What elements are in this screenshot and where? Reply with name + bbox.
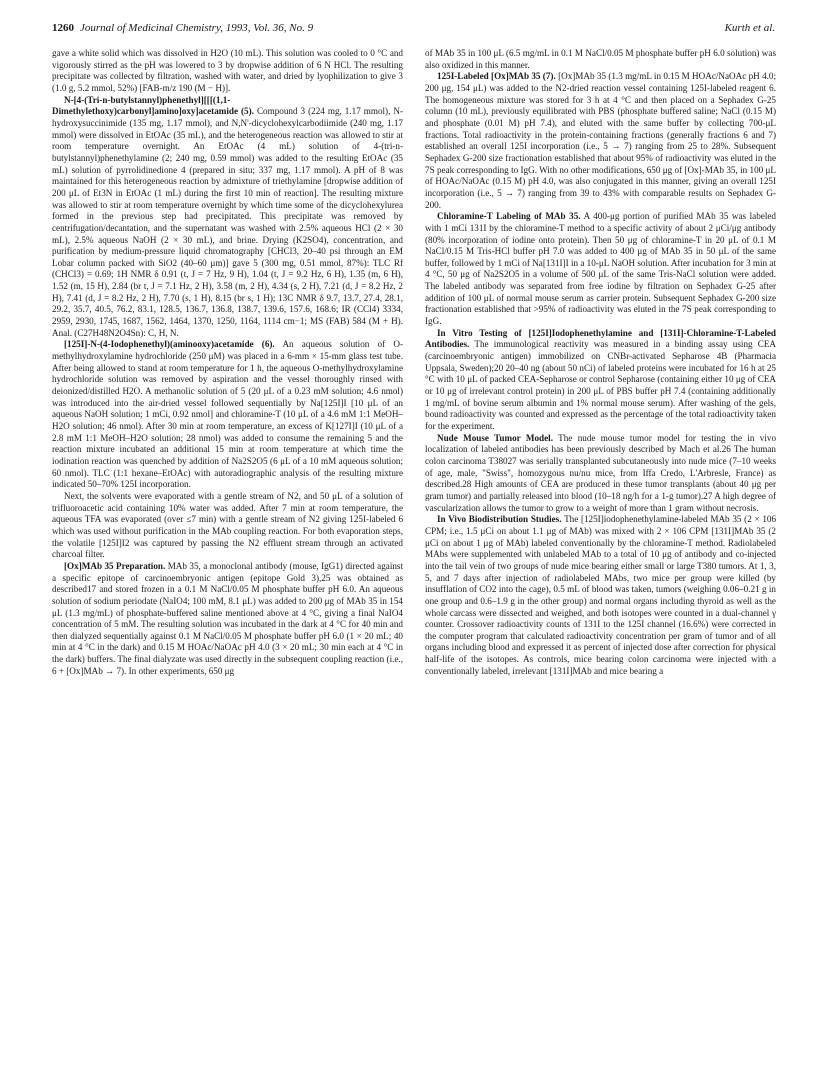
paragraph [425, 328, 776, 433]
paragraph-text: gave a white solid which was dissolved in H2O (10 mL). This solution was cooled to 0 °C and vigorously stirred as the pH was lowered to 3 by dropwise addition of 6 N HCl. The resulting precipitate was collected by filtration, washed with water, and dried by lyophilization to give 3 (1.0 g, 5.2 mmol, 52%) [FAB-m/z 190 (M − H)]. [52, 48, 403, 93]
paragraph [52, 561, 403, 678]
paragraph-text: Next, the solvents were evaporated with a gentle stream of N2, and 50 μL of a solution of trifluoroacetic acid containing 10% water was added. After 7 min at room temperature, the aqueous TFA was evaporated (over ≤7 min) with a gentle stream of N2 giving 125I-labeled 6 which was used without purification in the MAb coupling reaction. For both evaporation steps, the volatile [125I]I2 was captured by passing the N2 effluent stream through an activated charcoal filter. [52, 490, 403, 560]
paragraph-text: The [125I]iodophenethylamine-labeled MAb 35 (2 × 106 CPM; i.e., 1.5 μCi on about 1.1 μg of MAb) was mixed with 2 × 106 CPM [131I]MAb 35 (2 μCi on about 1 μg of MAb) labeled conventionally by the chloramine-T method. Radiolabeled MAbs were supplemented with unlabeled MAb to a total of 10 μg of antibody and co-injected into the tail vein of two groups of nude mice bearing either small or large T380 tumors. At 1, 3, 5, and 7 days after injection of radiolabeled MAbs, two mice per group were killed (by insufflation of CO2 into the cage), 0.5 mL of blood was taken, tumors (weighing 0.06–0.21 g in one group and 0.6–1.9 g in the other group) and normal organs including thyroid as well as the whole carcass were dissected and weighed, and both isotopes were counted in a dual-channel γ counter. Crossover radioactivity counts of 131I to the 125I channel (16.6%) were corrected in the computer program that calculated radioactivity concentration per gram of tumor and of all organs including blood and expressed it as percent of injected dose after correction for physical half-life of the isotopes. As controls, mice bearing colon carcinoma were injected with a conventionally labeled, irrelevant [131I]MAb and mice bearing a [425, 514, 776, 676]
paragraph-text: Compound 3 (224 mg, 1.17 mmol), N-hydroxysuccinimide (135 mg, 1.17 mmol), and N,N'-dicyclohexylcarbodiimide (240 mg, 1.17 mmol) were dissolved in EtOAc (35 mL), and the heterogeneous reaction was allowed to stir at room temperature overnight. An EtOAc (4 mL) solution of 4-(tri-n-butylstannyl)phenethylamine (2; 240 mg, 0.59 mmol) was added to the resulting EtOAc (35 mL) solution of pyrrolidinedione 4 (prepared in situ; 337 mg, 1.17 mmol). A pH of 8 was maintained for this heterogeneous reaction by admixture of triethylamine [dropwise addition of 200 μL of Et3N in EtOAc (1 mL) during the first 10 min of reaction]. The resulting mixture was allowed to stir at room temperature overnight by which time some of the dicyclohexylurea formed in the previous step had precipitated. This precipitate was removed by centrifugation/decantation, and the supernatant was washed with 2.5% aqueous HCl (2 × 30 mL), 2.5% aqueous NaOH (2 × 30 mL), and brine. Drying (K2SO4), concentration, and purification by medium-pressure liquid chromatography [CHCl3, 20–40 psi through an EM Lobar column packed with SiO2 (40–60 μm)] gave 5 (300 mg, 0.51 mmol, 87%): TLC Rf (CHCl3) = 0.69; 1H NMR δ 0.91 (t, J = 7 Hz, 9 H), 1.04 (t, J = 9.2 Hz, 6 H), 1.35 (m, 6 H), 1.52 (m, 15 H), 2.84 (br t, J = 7.1 Hz, 2 H), 3.58 (m, 2 H), 4.34 (s, 2 H), 7.21 (d, J = 8.2 Hz, 2 H), 7.41 (d, J = 8.2 Hz, 2 H), 7.70 (s, 1 H), 8.15 (br s, 1 H); 13C NMR δ 9.7, 13.7, 27.4, 28.1, 29.2, 35.7, 40.5, 76.2, 83.1, 128.5, 136.7, 136.8, 138.7, 139.6, 157.6, 168.6; IR (CCl4) 3334, 2959, 2930, 1745, 1687, 1562, 1464, 1370, 1250, 1164, 1114 cm−1; MS (FAB) 584 (M + H). Anal. (C27H48N2O4Sn): C, H, N. [52, 106, 403, 338]
paragraph [52, 48, 403, 95]
left-column [52, 48, 403, 1053]
header-left [52, 22, 313, 34]
paragraph-heading: Nude Mouse Tumor Model. [437, 432, 553, 443]
paragraph [52, 339, 403, 491]
paragraph-heading: 125I-Labeled [Ox]MAb 35 (7). [437, 71, 556, 82]
paragraph-heading: [Ox]MAb 35 Preparation. [64, 560, 166, 571]
paragraph [425, 433, 776, 515]
paragraph-heading: Chloramine-T Labeling of MAb 35. [437, 211, 581, 222]
right-column [425, 48, 776, 1053]
paragraph-text: [Ox]MAb 35 (1.3 mg/mL in 0.15 M HOAc/NaOAc pH 4.0; 200 μg, 154 μL) was added to the N2-dried reaction vessel containing 125I-labeled reagent 6. The homogeneous mixture was stored for 3 h at 4 °C and then placed on a Sephadex G-25 column (10 mL), previously equilibrated with PBS (phosphate buffered saline; NaCl (0.15 M) and phosphate (0.01 M) pH 7.4), and eluted with the same buffer by collecting 700-μL fractions. Total radioactivity in the protein-containing fractions (generally fractions 6 and 7) established an overall 125I incorporation (i.e., 5 → 7) ranging from 25 to 28%. Subsequent Sephadex G-200 size fractionation established that about 95% of radioactivity was eluted in the 7S peak corresponding to IgG. With no other modifications, 650 μg of [Ox]-MAb 35, in 100 μL of HOAc/NaOAc (0.15 M) pH 4.0, was also conjugated in this manner, giving an overall 125I incorporation (i.e., 5 → 7) ranging from 39 to 43% with comparable results on Sephadex G-200. [425, 71, 776, 210]
paragraph [425, 211, 776, 328]
paragraph-heading: N-[4-(Tri-n-butylstannyl)phenethyl][[[(1,1-Dimethylethoxy)carbonyl]amino]oxy]acetamide (5). [52, 94, 254, 117]
paragraph-text: A 400-μg portion of purified MAb 35 was labeled with 1 mCi 131I by the chloramine-T method to a specific activity of about 2 μCi/μg antibody (80% incorporation of iodine onto protein). Then 50 μg of chloramine-T in 20 μL of 0.1 M NaCl/0.15 M Tris-HCl buffer pH 7.0 was added to 400 μg of MAb 35 in 50 μL of the same buffer, followed by 1 mCi of Na[131I]I in a 10-μL NaOH solution. After incubation for 3 min at 4 °C, 50 μg of Na2S2O5 in a volume of 500 μL of the same Tris-NaCl solution were added. The labeled antibody was separated from free iodine by filtration on Sephadex G-25 after addition of 100 μL of normal mouse serum as carrier protein. Subsequent Sephadex G-200 size fractionation established that >95% of radioactivity was eluted in the 7S peak corresponding to IgG. [425, 211, 776, 327]
paragraph-text: The immunological reactivity was measured in a binding assay using CEA (carcinoembryonic antigen) immobilized on CNBr-activated Sepharose 4B (Pharmacia Uppsala, Sweden);20 20–40 ng (about 50 nCi) of labeled proteins were incubated for 16 h at 25 °C with 10 μL of packed CEA-Sepharose or control Sepharose (containing either 10 μg of CEA or 10 μg of irrelevant control protein) in 200 μL of PBS buffer pH 7.4 (containing additionally 1 mg/mL of bovine serum albumin and 1% normal mouse serum). After washing of the gels, bound radioactivity was counted and expressed as the percentage of the total radioactivity taken for the experiment. [425, 339, 776, 431]
authors-running-head: Kurth et al. [724, 22, 775, 34]
journal-citation: Journal of Medicinal Chemistry, 1993, Vol. 36, No. 9 [80, 22, 314, 34]
page-number: 1260 [52, 22, 74, 34]
paragraph-text: of MAb 35 in 100 μL (6.5 mg/mL in 0.1 M NaCl/0.05 M phosphate buffer pH 6.0 solution) was also oxidized in this manner. [425, 48, 776, 70]
running-header [52, 22, 775, 38]
paragraph-text: The nude mouse tumor model for testing the in vivo localization of labeled antibodies has been previously described by Mach et al.26 The human colon carcinoma T38027 was serially transplanted subcutaneously into nude mice (7–10 weeks of age, male, "Swiss", homozygous nu/nu mice, from Iffa Credo, L'Arbresle, France) as described.28 High amounts of CEA are produced in these tumor transplants (about 40 μg per gram tumor) and partially released into blood (10–18 ng/h for a 1-g tumor).27 A high degree of vascularization allows the tumor to grow to a weight of more than 1 gram without necrosis. [425, 432, 776, 513]
paragraph-heading: In Vivo Biodistribution Studies. [437, 514, 562, 525]
paragraph [52, 491, 403, 561]
paragraph [425, 48, 776, 71]
paragraph [425, 514, 776, 677]
paragraph-text: MAb 35, a monoclonal antibody (mouse, IgG1) directed against a specific epitope of carcinoembryonic antigen (epitope Gold 3),25 was obtained as described17 and stored frozen in a 0.1 M NaCl/0.05 M phosphate buffer pH 6.0. An aqueous solution of sodium periodate (NaIO4; 100 mM, 8.1 μL) was added to 200 μg of MAb 35 in 154 μL (1.3 mg/mL) of phosphate-buffered saline mentioned above at 4 °C, giving a final NaIO4 concentration of 5 mM. The resulting solution was incubated in the dark at 4 °C for 40 min and then dialyzed sequentially against 0.1 M NaCl/0.05 M phosphate buffer pH 6.0 (1 × 20 mL; 40 min at 4 °C in the dark) and 0.15 M HOAc/NaOAc pH 4.0 (3 × 20 mL; 30 min each at 4 °C in the dark) buffers. The final dialyzate was used directly in the subsequent coupling reaction (i.e., 6 + [Ox]MAb → 7). In other experiments, 650 μg [52, 560, 403, 676]
paragraph-text: An aqueous solution of O-methylhydroxylamine hydrochloride (250 μM) was placed in a 6-mm × 15-mm glass test tube. After being allowed to stand at room temperature for 1 h, the aqueous O-methylhydroxylamine hydrochloride solution was removed by aspiration and the vessel thoroughly rinsed with deionized/distilled H2O. A methanolic solution of 5 (20 μL of a 0.23 mM solution; 4.6 nmol) was introduced into the air-dried vessel followed sequentially by Na[125I]I [10 μL of an aqueous NaOH solution; 1 mCi, 0.92 nmol] and chloramine-T (10 μL of a 4.6 mM 1:1 MeOH–H2O solution; 46 nmol). After 30 min at room temperature, an excess of K[127I]I (10 μL of a 2.8 mM 1:1 MeOH–H2O solution; 28 nmol) was added to consume the remaining 5 and the reaction mixture incubated an additional 15 min at room temperature at which time the iodination reaction was quenched by addition of Na2S2O5 (6 μL of a 10 mM aqueous solution; 60 nmol). TLC (1:1 hexane–EtOAc) with autoradiographic analysis of the resulting mixture indicated 50–70% 125I incorporation. [52, 339, 403, 490]
paragraph [52, 95, 403, 340]
paragraph-heading: In Vitro Testing of [125I]Iodophenethylamine and [131I]-Chloramine-T-Labeled Antibodies. [425, 327, 776, 350]
paragraph-heading: [125I]-N-(4-Iodophenethyl)(aminooxy)acetamide (6). [64, 339, 275, 350]
paragraph [425, 71, 776, 211]
